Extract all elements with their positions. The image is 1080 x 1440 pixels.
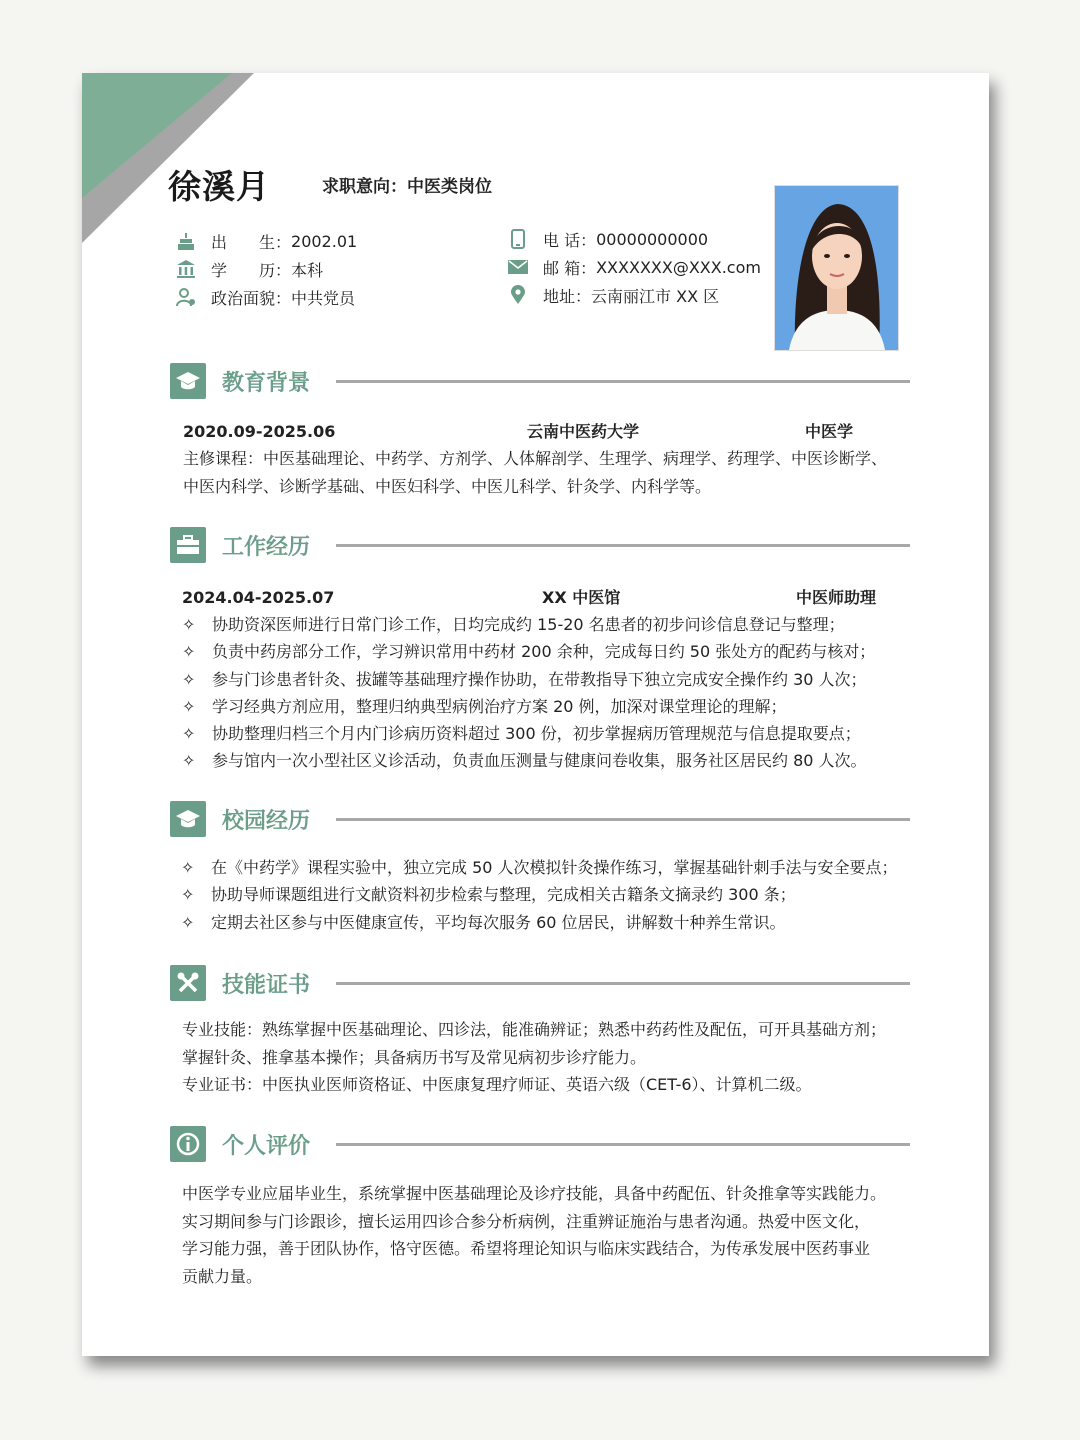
list-item: ✧ 协助导师课题组进行文献资料初步检索与整理，完成相关古籍条文摘录约 300 条； [181, 885, 796, 905]
list-item: ✧ 负责中药房部分工作，学习辨识常用中药材 200 余种，完成每日约 50 张处方的配药与核对； [182, 642, 876, 662]
graduation-cap-icon [170, 801, 206, 837]
work-role: 中医师助理 [796, 588, 877, 607]
section-campus-header [170, 799, 910, 839]
education-major: 中医学 [805, 422, 854, 441]
work-org: XX 中医馆 [542, 588, 621, 607]
list-item: ✧ 学习经典方剂应用，整理归纳典型病例治疗方案 20 例，加深对课堂理论的理解； [182, 696, 787, 716]
section-campus-title: 校园经历 [222, 808, 311, 834]
address-label: 地址： [543, 286, 592, 306]
self-line: 中医学专业应届毕业生，系统掌握中医基础理论及诊疗技能，具备中药配伍、针灸推拿等实践能力。 [182, 1184, 887, 1203]
section-self-title: 个人评价 [222, 1133, 311, 1159]
list-item: ✧ 协助资深医师进行日常门诊工作，日均完成约 15-20 名患者的初步问诊信息登记与整理； [182, 615, 845, 634]
birth-label: 出 生： [211, 232, 292, 252]
candidate-name: 徐溪月 [168, 167, 270, 206]
section-education-header [170, 361, 910, 401]
graduation-cap-icon [170, 363, 206, 399]
courses-line: 中医内科学、诊断学基础、中医妇科学、中医儿科学、针灸学、内科学等。 [183, 476, 712, 496]
education-label: 学 历： [211, 260, 292, 280]
politics-value: 中共党员 [291, 288, 356, 308]
campus-bullets [181, 854, 898, 936]
list-item: ✧ 定期去社区参与中医健康宣传，平均每次服务 60 位居民，讲解数十种养生常识。 [181, 912, 786, 932]
phone-icon [507, 228, 529, 250]
briefcase-icon [170, 527, 206, 563]
tools-icon [170, 965, 206, 1001]
address-value: 云南丽江市 XX 区 [591, 286, 720, 306]
work-period: 2024.04-2025.07 [182, 588, 335, 607]
cake-icon [175, 230, 197, 252]
list-item: ✧ 协助整理归档三个月内门诊病历资料超过 300 份，初步掌握病历管理规范与信息提取要点； [182, 724, 861, 744]
section-skills-title: 技能证书 [222, 972, 311, 998]
courses-line: 主修课程：中医基础理论、中药学、方剂学、人体解剖学、生理学、病理学、药理学、中医诊断学、 [183, 449, 888, 468]
bank-icon [175, 258, 197, 280]
info-birth [175, 229, 357, 253]
section-divider [336, 982, 910, 985]
section-divider [336, 1143, 910, 1146]
list-item: ✧ 参与馆内一次小型社区义诊活动，负责血压测量与健康问卷收集，服务社区居民约 80 人次。 [182, 751, 867, 771]
phone-value: 00000000000 [596, 229, 709, 249]
skills-text [182, 1016, 886, 1099]
section-work-header [170, 525, 910, 565]
self-line: 贡献力量。 [182, 1266, 263, 1286]
section-divider [336, 380, 910, 383]
list-item: ✧ 在《中药学》课程实验中，独立完成 50 人次模拟针灸操作练习，掌握基础针刺手法与安全要点； [181, 858, 898, 877]
section-skills-header [170, 963, 910, 1003]
info-politics [175, 285, 355, 309]
skills-line: 专业技能：熟练掌握中医基础理论、四诊法，能准确辨证；熟悉中药药性及配伍，可开具基础方剂； [182, 1020, 887, 1039]
section-divider [336, 544, 910, 547]
email-value: XXXXXXX@XXX.com [596, 257, 761, 277]
info-icon [170, 1126, 206, 1162]
mail-icon [507, 256, 529, 278]
politics-label: 政治面貌： [211, 288, 292, 308]
skills-line: 掌握针灸、推拿基本操作；具备病历书写及常见病初步诊疗能力。 [182, 1047, 647, 1067]
email-label: 邮 箱： [543, 258, 597, 278]
education-school: 云南中医药大学 [527, 422, 640, 441]
section-self-header [170, 1124, 910, 1164]
phone-label: 电 话： [543, 230, 597, 250]
self-line: 实习期间参与门诊跟诊，擅长运用四诊合参分析病例，注重辨证施治与患者沟通。热爱中医文化， [182, 1211, 871, 1231]
work-bullets [182, 611, 875, 775]
self-line: 学习能力强，善于团队协作，恪守医德。希望将理论知识与临床实践结合，为传承发展中医药事业 [182, 1239, 871, 1258]
location-icon [507, 284, 529, 306]
person-icon [175, 286, 197, 308]
profile-photo [774, 185, 899, 351]
education-courses [183, 445, 887, 500]
info-education [175, 257, 323, 281]
section-divider [336, 818, 910, 821]
job-objective: 求职意向：中医类岗位 [322, 177, 492, 197]
info-address [507, 283, 719, 307]
info-phone [507, 227, 708, 251]
education-value: 本科 [291, 260, 324, 280]
section-work-title: 工作经历 [222, 534, 311, 560]
skills-line: 专业证书：中医执业医师资格证、中医康复理疗师证、英语六级（CET-6）、计算机二级。 [182, 1075, 812, 1094]
info-email [507, 255, 761, 279]
resume-page [82, 73, 989, 1356]
birth-value: 2002.01 [291, 231, 358, 251]
list-item: ✧ 参与门诊患者针灸、拔罐等基础理疗操作协助，在带教指导下独立完成安全操作约 30 人次； [182, 669, 867, 689]
education-period: 2020.09-2025.06 [183, 422, 336, 441]
self-evaluation-text [182, 1180, 886, 1290]
section-education-title: 教育背景 [222, 370, 311, 396]
